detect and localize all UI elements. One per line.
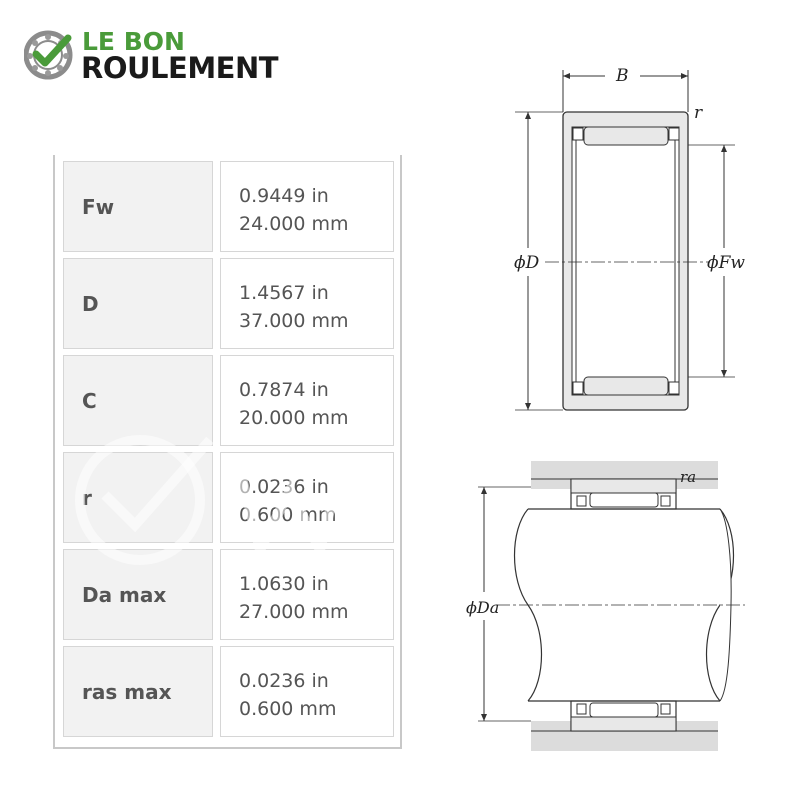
- spec-label: C: [63, 355, 213, 446]
- spec-label: Da max: [63, 549, 213, 640]
- spec-label: ras max: [63, 646, 213, 737]
- spec-value-mm: 0.600 mm: [239, 698, 337, 720]
- spec-value-inch: 0.7874 in: [239, 379, 329, 401]
- spec-value-mm: 24.000 mm: [239, 213, 349, 235]
- spec-label: Fw: [63, 161, 213, 252]
- dim-label-phi-fw: ϕFw: [707, 253, 745, 273]
- spec-value-inch: 0.9449 in: [239, 185, 329, 207]
- mounting-section: [478, 461, 745, 751]
- spec-value-mm: 0.600 mm: [239, 504, 337, 526]
- spec-value-inch: 1.0630 in: [239, 573, 329, 595]
- spec-value-mm: 27.000 mm: [239, 601, 349, 623]
- spec-value-inch: 0.0236 in: [239, 670, 329, 692]
- dim-label-phi-da: ϕDa: [466, 598, 500, 617]
- dim-label-r: r: [694, 103, 703, 123]
- spec-label: D: [63, 258, 213, 349]
- dim-label-b: B: [616, 66, 629, 86]
- spec-value-mm: 20.000 mm: [239, 407, 349, 429]
- spec-value-inch: 0.0236 in: [239, 476, 329, 498]
- spec-value-mm: 37.000 mm: [239, 310, 349, 332]
- logo-text-line2: ROULEMENT: [81, 51, 279, 85]
- dim-label-ra: ra: [680, 468, 697, 486]
- spec-value-inch: 1.4567 in: [239, 282, 329, 304]
- dim-label-phi-d: ϕD: [514, 253, 540, 273]
- logo-text-line1: LE BON: [82, 27, 185, 56]
- spec-label: r: [63, 452, 213, 543]
